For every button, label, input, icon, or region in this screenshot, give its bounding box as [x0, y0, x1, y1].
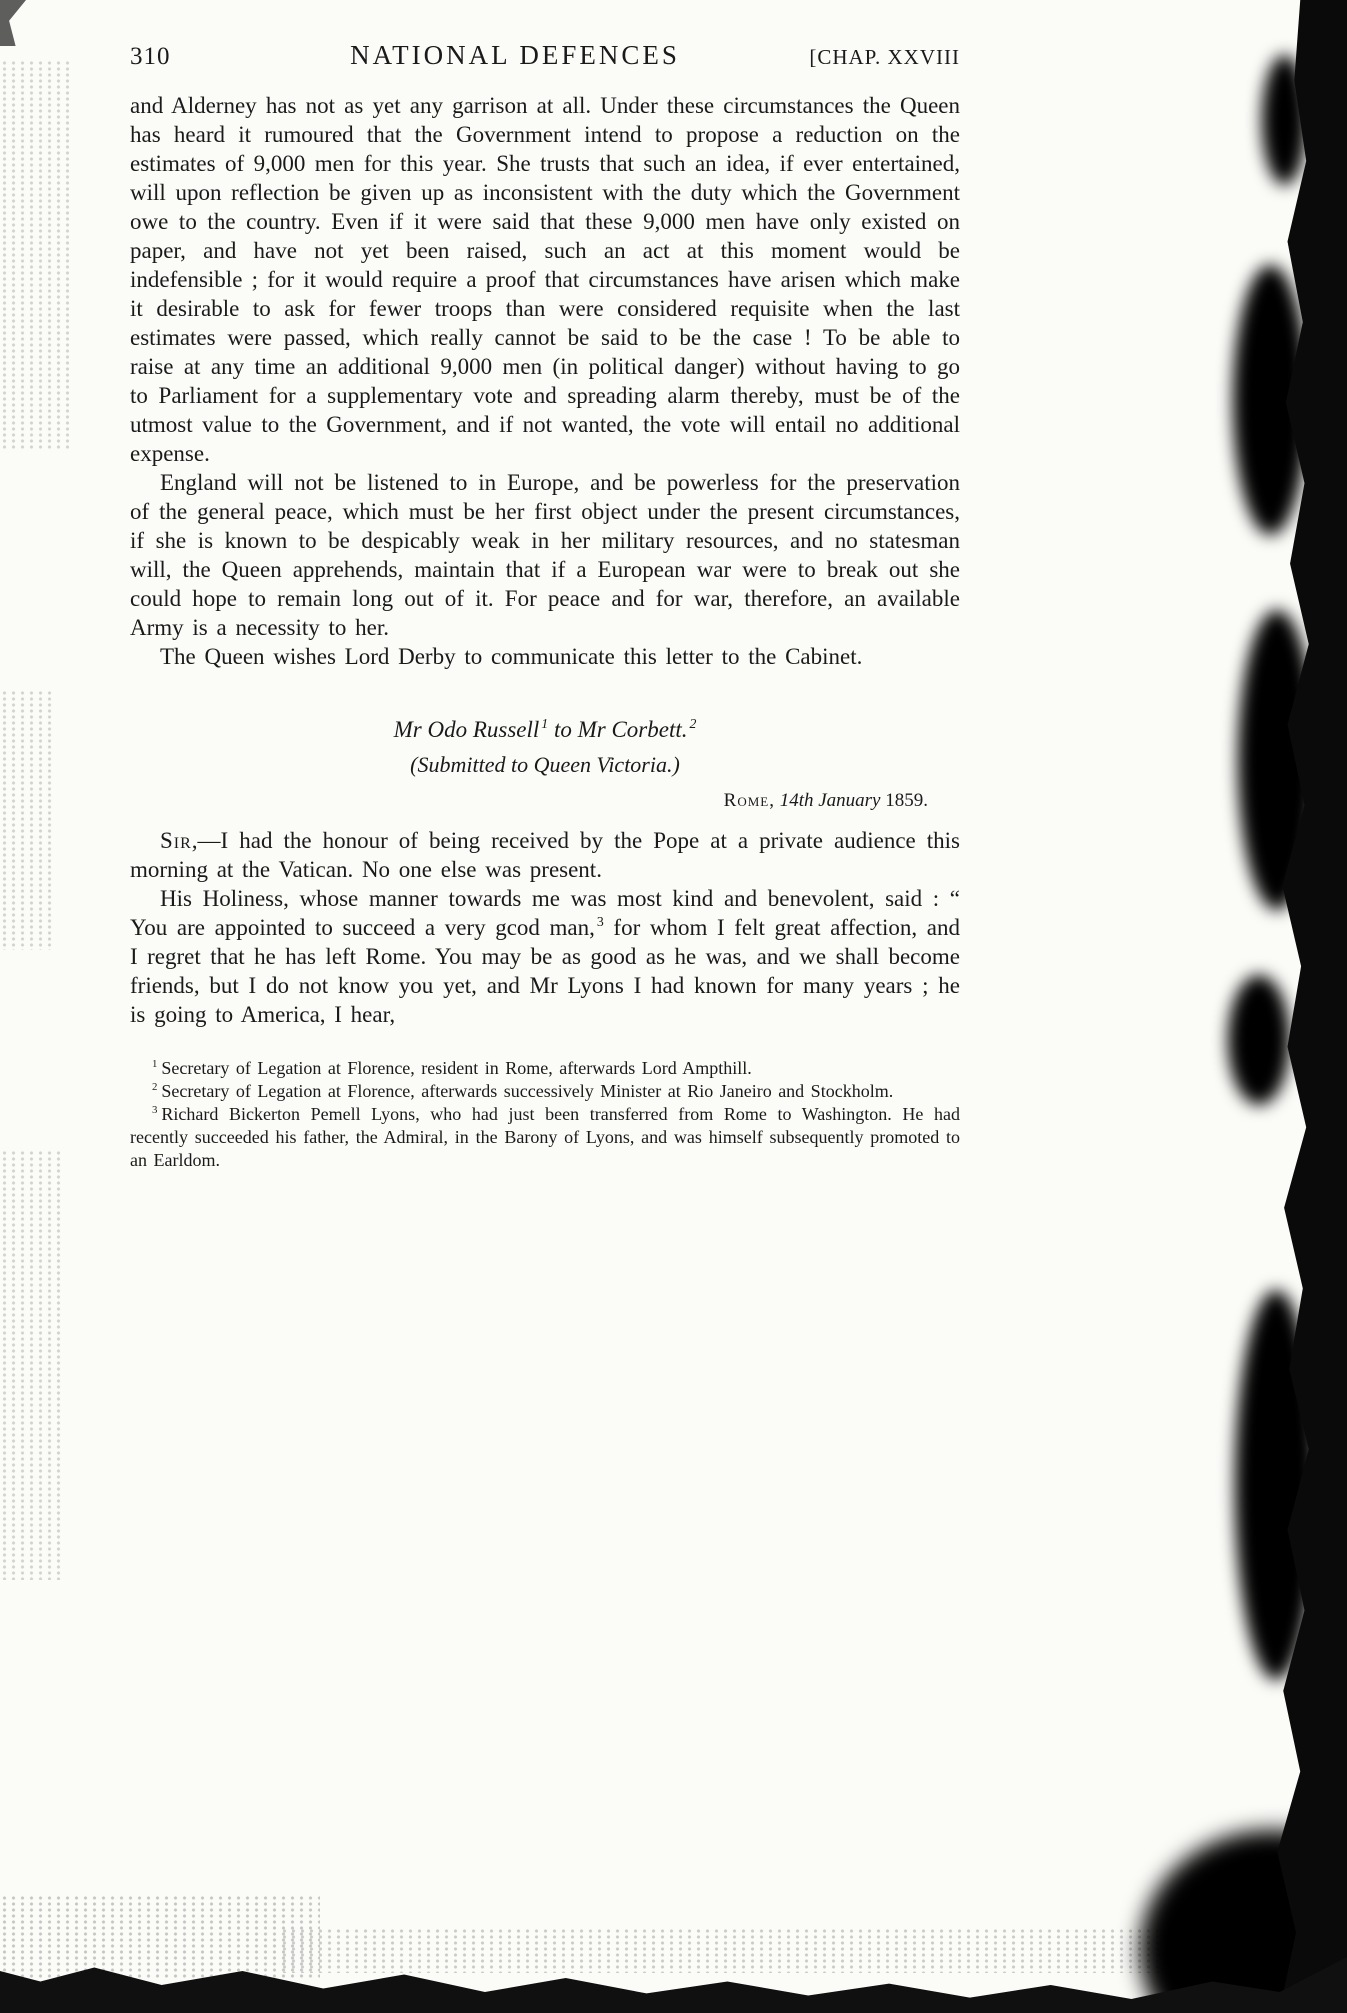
- letter1-paragraph-2: England will not be listened to in Europe, and be powerless for the preservation of the general peace, which must be her first object under the present circumstances, if she is known to be despicably weak in her military resources, and no statesman will, the Queen apprehends, maintain that if a European war were to break out she could hope to remain long out of it. For peace and for war, therefore, an available Army is a necessity to her.: [130, 470, 960, 640]
- dateline-year: 1859.: [885, 790, 928, 811]
- letter1-paragraph-3: The Queen wishes Lord Derby to communicate this letter to the Cabinet.: [160, 644, 863, 669]
- dateline-date: 14th January: [779, 790, 881, 811]
- dateline: [130, 790, 960, 812]
- letter2-paragraph-2-after: for whom I felt great affection, and I regret that he has left Rome. You may be as good as he was, and we shall become friends, but I do not know you yet, and Mr Lyons I had known for many years ; he is going to America, I hear,: [130, 915, 961, 1027]
- footnote-ref-3: 3: [596, 914, 604, 930]
- page-number: 310: [130, 43, 171, 70]
- scan-artifact-speckle-bottom-left: [0, 1895, 320, 1980]
- scan-artifact-corner-mark: [0, 0, 26, 46]
- scan-artifact-speckle-left-middle: [0, 690, 55, 950]
- page-content: [130, 40, 960, 1172]
- letter-heading: [130, 717, 960, 743]
- footnotes-section: [130, 1057, 960, 1172]
- footnote-1: [130, 1057, 960, 1080]
- letter-heading-part2: to Mr Corbett.: [548, 717, 688, 742]
- running-title: NATIONAL DEFENCES: [350, 40, 680, 70]
- letter2-paragraph-1-text: ,—I had the honour of being received by the Pope at a private audience this morning at the Vatican. No one else was present.: [130, 828, 960, 882]
- scan-artifact-speckle-left-bottom: [0, 1150, 62, 1580]
- letter-heading-part1: Mr Odo Russell: [393, 717, 540, 742]
- scan-artifact-speckle-bottom: [280, 1928, 1260, 1973]
- footnote-2: [130, 1080, 960, 1103]
- dateline-place: Rome,: [723, 790, 775, 811]
- page-header: [130, 40, 960, 71]
- footnote-ref-2: 2: [689, 716, 697, 732]
- footnote-3: [130, 1103, 960, 1172]
- footnote-1-text: Secretary of Legation at Florence, resident in Rome, afterwards Lord Ampthill.: [161, 1058, 752, 1078]
- footnote-3-number: 3: [152, 1104, 158, 1116]
- scan-artifact-blob: [1228, 975, 1290, 1105]
- letter2-paragraph-1: [130, 826, 960, 884]
- footnote-2-number: 2: [152, 1081, 158, 1093]
- footnote-2-text: Secretary of Legation at Florence, afterwards successively Minister at Rio Janeiro and Stockholm.: [161, 1081, 894, 1101]
- footnote-1-number: 1: [152, 1058, 158, 1070]
- footnote-ref-1: 1: [541, 716, 549, 732]
- letter2-paragraph-2: [130, 884, 960, 1029]
- salutation: Sir: [160, 828, 192, 853]
- scan-artifact-speckle-left-top: [0, 60, 70, 450]
- letter1-paragraph-1: and Alderney has not as yet any garrison at all. Under these circumstances the Queen has heard it rumoured that the Government intend to propose a reduction on the estimates of 9,000 men for this year. She trusts that such an idea, if ever entertained, will upon reflection be given up as inconsistent with the duty which the Government owe to the country. Even if it were said that these 9,000 men have only existed on paper, and have not yet been raised, such an act at this moment would be indefensible ; for it would require a proof that circumstances have arisen which make it desirable to ask for fewer troops than were considered requisite when the last estimates were passed, which really cannot be said to be the case ! To be able to raise at any time an additional 9,000 men (in political danger) without having to go to Parliament for a supplementary vote and spreading alarm thereby, must be of the utmost value to the Government, and if not wanted, the vote will entail no additional expense.: [130, 93, 960, 466]
- letter-body: [130, 91, 960, 1172]
- chapter-label: [CHAP. XXVIII: [809, 45, 960, 69]
- letter-subheading: (Submitted to Queen Victoria.): [410, 752, 680, 777]
- letter2-paragraph-2-before: His Holiness, whose manner towards me was most kind and benevolent, said : “ You are appointed to succeed a very gcod man,: [130, 886, 960, 940]
- footnote-3-text: Richard Bickerton Pemell Lyons, who had just been transferred from Rome to Washington. He had recently succeeded his father, the Admiral, in the Barony of Lyons, and was himself subsequently promoted to an Earldom.: [130, 1104, 960, 1170]
